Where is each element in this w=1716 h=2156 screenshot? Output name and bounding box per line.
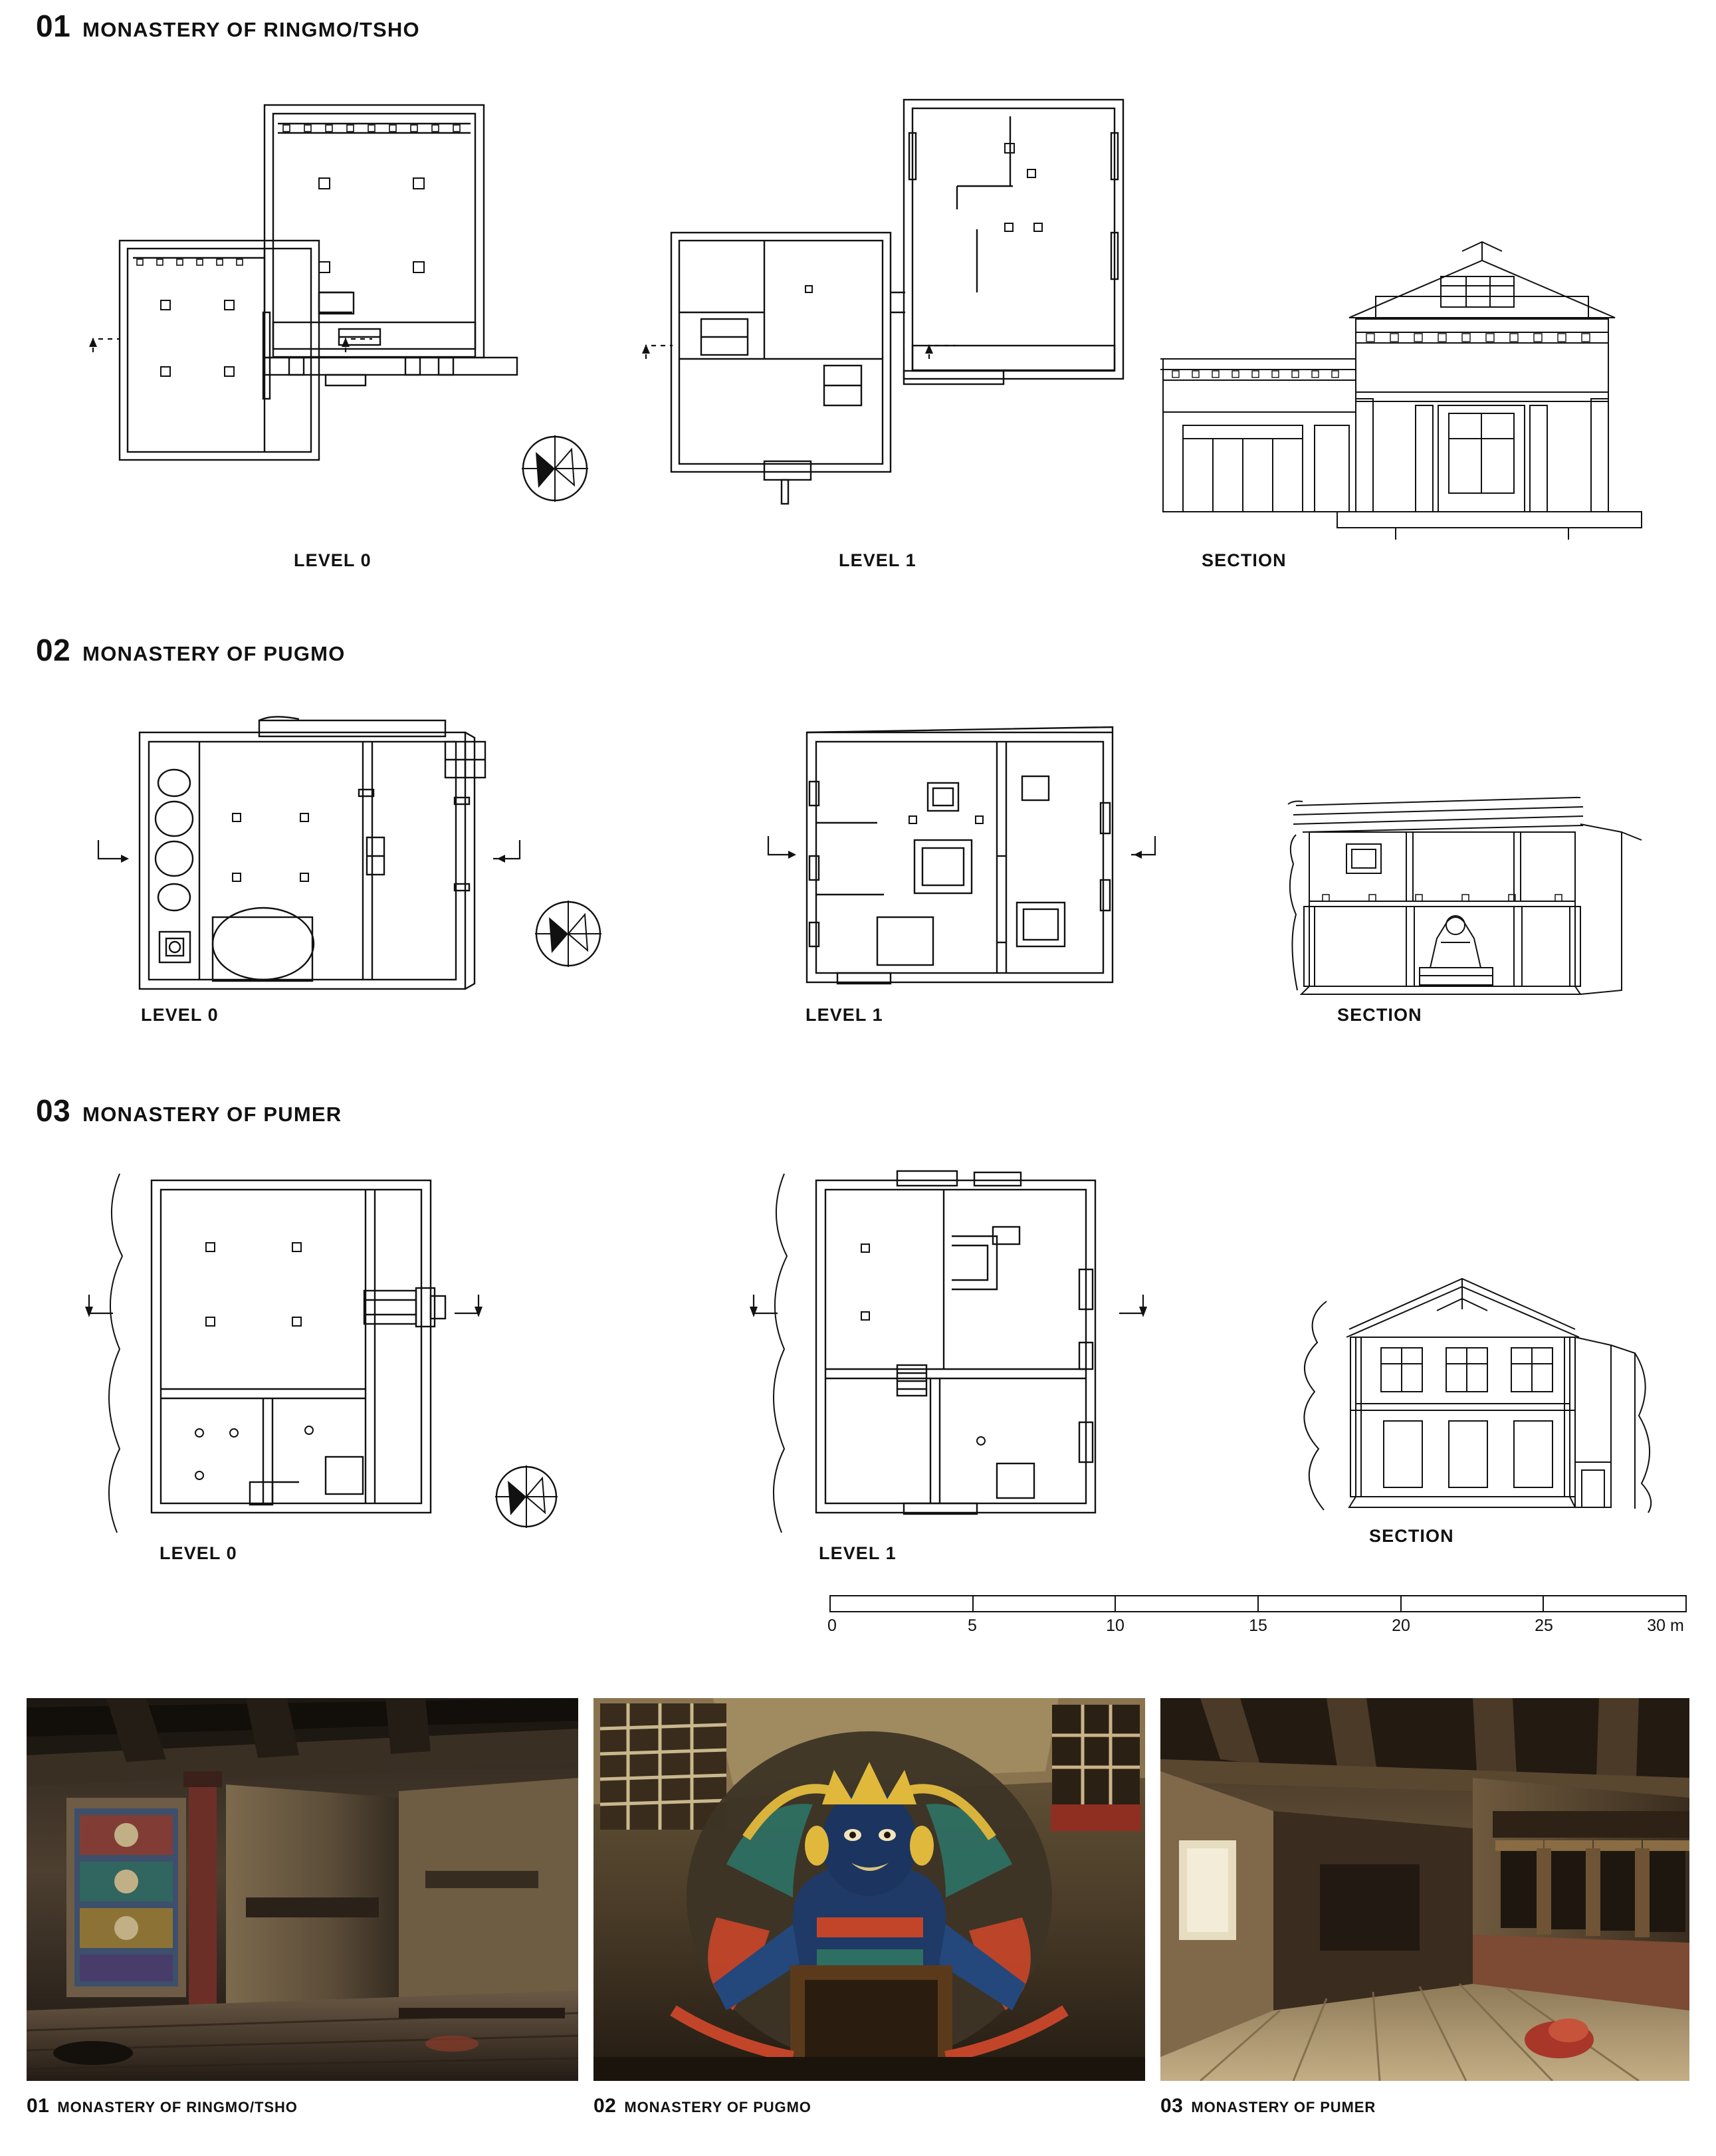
compass-rose-icon	[518, 432, 591, 508]
scale-segment	[1259, 1596, 1402, 1611]
drawing-label-pumer-section: SECTION	[1369, 1526, 1454, 1546]
scale-tick: 20	[1392, 1616, 1410, 1635]
scale-tick: 10	[1106, 1616, 1125, 1635]
scale-segment	[1116, 1596, 1259, 1611]
scale-segment	[974, 1596, 1117, 1611]
photo-caption-03	[1160, 2095, 1376, 2117]
drawing-pugmo-section	[1283, 771, 1655, 1010]
scale-tick: 30 m	[1647, 1616, 1684, 1635]
drawing-pugmo-level-1	[798, 723, 1143, 1002]
drawing-pumer-level-1	[798, 1170, 1249, 1542]
scale-segment	[1544, 1596, 1685, 1611]
scale-bar-segments	[829, 1595, 1687, 1612]
drawing-label-ringmo-section: SECTION	[1202, 550, 1287, 570]
section-heading-01	[36, 11, 420, 41]
drawing-label-ringmo-level-0: LEVEL 0	[294, 550, 372, 570]
drawing-ringmo-level-1	[665, 93, 1183, 545]
photo-number: 02	[593, 2095, 617, 2117]
drawing-pumer-section	[1263, 1249, 1675, 1529]
scale-bar-ticks	[829, 1616, 1687, 1639]
drawing-label-pugmo-level-0: LEVEL 0	[141, 1005, 219, 1025]
photo-pumer-corridor	[1160, 1698, 1689, 2081]
scale-segment	[831, 1596, 974, 1611]
drawing-label-pugmo-section: SECTION	[1337, 1005, 1422, 1025]
section-number: 01	[36, 9, 71, 43]
section-heading-02	[36, 635, 346, 665]
photo-title: MONASTERY OF PUMER	[1191, 2099, 1376, 2115]
section-number: 03	[36, 1093, 71, 1128]
photo-number: 01	[27, 2095, 50, 2117]
section-number: 02	[36, 633, 71, 667]
scale-tick: 25	[1535, 1616, 1553, 1635]
section-heading-03	[36, 1095, 342, 1126]
drawing-label-ringmo-level-1: LEVEL 1	[839, 550, 916, 570]
photo-pugmo-statue	[593, 1698, 1145, 2081]
section-title: MONASTERY OF PUGMO	[82, 642, 346, 665]
scale-tick: 0	[827, 1616, 837, 1635]
section-title: MONASTERY OF RINGMO/TSHO	[82, 18, 420, 41]
photo-title: MONASTERY OF RINGMO/TSHO	[57, 2099, 298, 2115]
scale-segment	[1402, 1596, 1545, 1611]
photo-ringmo-interior	[27, 1698, 578, 2081]
scale-bar	[829, 1595, 1687, 1639]
compass-rose-icon	[532, 897, 605, 974]
scale-tick: 15	[1249, 1616, 1267, 1635]
drawing-ringmo-section	[1156, 239, 1681, 545]
compass-rose-icon	[492, 1462, 561, 1535]
photo-caption-01	[27, 2095, 298, 2117]
drawing-label-pugmo-level-1: LEVEL 1	[805, 1005, 883, 1025]
photo-number: 03	[1160, 2095, 1184, 2117]
drawing-label-pumer-level-1: LEVEL 1	[819, 1543, 897, 1563]
scale-tick: 5	[968, 1616, 977, 1635]
photo-title: MONASTERY OF PUGMO	[624, 2099, 811, 2115]
photo-caption-02	[593, 2095, 811, 2117]
section-title: MONASTERY OF PUMER	[82, 1103, 342, 1126]
drawing-label-pumer-level-0: LEVEL 0	[160, 1543, 237, 1563]
